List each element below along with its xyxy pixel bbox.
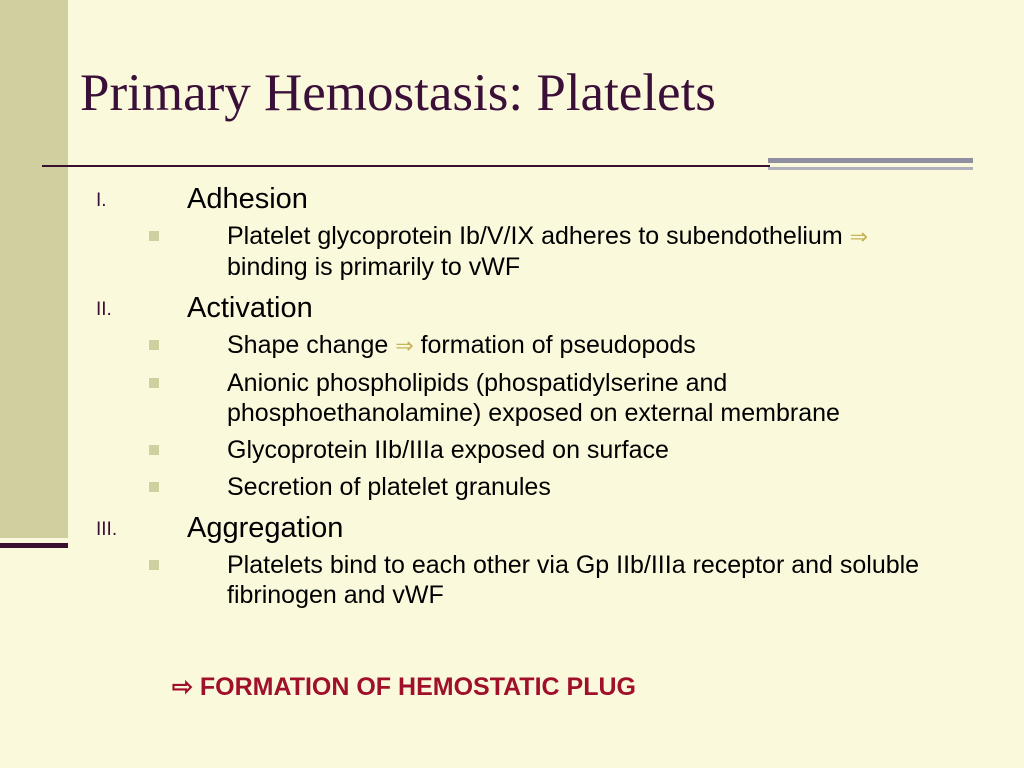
- square-bullet-icon: [149, 231, 159, 241]
- section-numeral: II.: [96, 299, 112, 320]
- bullet-item: [227, 435, 947, 465]
- bullet-text: Secretion of platelet granules: [227, 473, 551, 501]
- double-arrow-icon: ⇒: [849, 224, 869, 249]
- bullet-item: [227, 330, 947, 361]
- section-heading: Aggregation: [187, 512, 344, 544]
- decorative-bars: [768, 158, 973, 174]
- bullet-text: Anionic phospholipids (phospatidylserine and phosphoethanolamine) exposed on external membrane: [227, 369, 840, 427]
- section-adhesion: [0, 180, 1024, 282]
- bullet-item: [227, 221, 947, 282]
- bullet-item: [227, 368, 947, 428]
- section-numeral: III.: [96, 519, 118, 540]
- bullet-text: binding is primarily to vWF: [227, 253, 521, 281]
- bullet-item: [227, 550, 947, 610]
- section-heading: Activation: [187, 292, 313, 324]
- square-bullet-icon: [149, 560, 159, 570]
- decorative-bar: [768, 167, 973, 170]
- double-arrow-icon: ⇒: [395, 333, 414, 358]
- section-heading: Adhesion: [187, 183, 308, 215]
- bullet-list: [0, 550, 1024, 610]
- section-numeral: I.: [96, 190, 107, 211]
- slide-title: Primary Hemostasis: Platelets: [80, 64, 716, 122]
- bullet-text: Platelet glycoprotein Ib/V/IX adheres to subendothelium: [227, 222, 850, 250]
- square-bullet-icon: [149, 378, 159, 388]
- title-divider: [42, 165, 770, 167]
- section-aggregation: [0, 509, 1024, 610]
- conclusion-callout: ⇨ FORMATION OF HEMOSTATIC PLUG: [172, 673, 636, 701]
- square-bullet-icon: [149, 445, 159, 455]
- square-bullet-icon: [149, 482, 159, 492]
- bullet-text: Glycoprotein IIb/IIIa exposed on surface: [227, 436, 669, 464]
- square-bullet-icon: [149, 340, 159, 350]
- bullet-list: [0, 221, 1024, 282]
- bullet-text: formation of pseudopods: [413, 331, 696, 359]
- bullet-text: Shape change: [227, 331, 396, 359]
- bullet-text: Platelets bind to each other via Gp IIb/IIIa receptor and soluble fibrinogen and vWF: [227, 551, 920, 609]
- slide-body: [0, 180, 1024, 617]
- bullet-list: [0, 330, 1024, 502]
- decorative-bar: [768, 158, 973, 163]
- bullet-item: [227, 472, 947, 502]
- section-activation: [0, 289, 1024, 502]
